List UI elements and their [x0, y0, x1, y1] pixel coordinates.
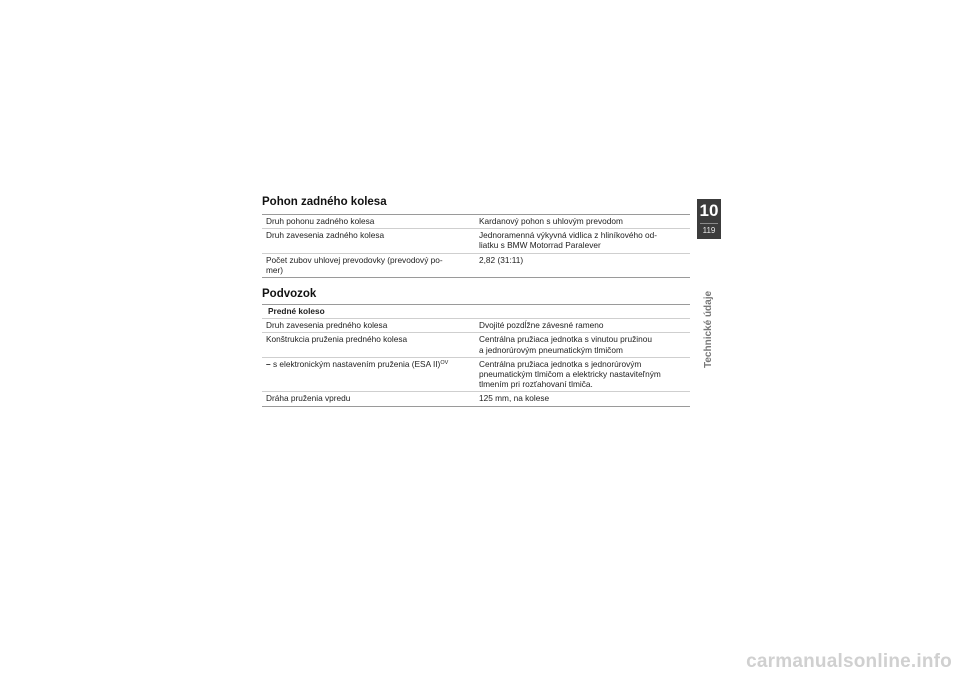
chapter-number: 10 — [699, 201, 719, 220]
spec-label-line: Počet zubov uhlovej prevodovky (prevodový po- — [266, 254, 443, 265]
spec-value — [475, 357, 690, 392]
spec-value — [475, 333, 690, 357]
spec-label — [262, 357, 475, 392]
rear-drive-heading: Pohon zadného kolesa — [262, 196, 387, 208]
spec-value: 2,82 (31:11) — [475, 253, 690, 277]
spec-value-line: tlmením pri rozťahovaní tlmiča. — [479, 379, 593, 390]
spec-value: Dvojité pozdĺžne závesné rameno — [475, 319, 690, 333]
rear-drive-table — [262, 214, 690, 278]
spec-value-line: liatku s BMW Motorrad Paralever — [479, 240, 601, 251]
chapter-side-title: Technické údaje — [703, 290, 714, 368]
table-row — [262, 357, 690, 392]
spec-label: Dráha pruženia vpredu — [262, 392, 475, 406]
spec-value: Kardanový pohon s uhlovým prevodom — [475, 215, 690, 229]
spec-value-line: Centrálna pružiaca jednotka s jednorúrovým — [479, 358, 642, 369]
dash-marker: – — [266, 358, 271, 369]
spec-label: Druh pohonu zadného kolesa — [262, 215, 475, 229]
spec-value: 125 mm, na kolese — [475, 392, 690, 406]
chassis-table — [262, 304, 690, 407]
spec-label-line: mer) — [266, 264, 284, 275]
chapter-divider — [700, 223, 718, 224]
spec-value — [475, 229, 690, 253]
table-row — [262, 229, 690, 253]
chassis-heading: Podvozok — [262, 288, 317, 301]
spec-label — [262, 253, 475, 277]
spec-label: Druh zavesenia zadného kolesa — [262, 229, 475, 253]
option-superscript: OV — [440, 359, 449, 366]
chapter-tab — [697, 199, 721, 239]
table-row — [262, 333, 690, 357]
table-row — [262, 319, 690, 333]
table-row — [262, 392, 690, 406]
spec-value-line: Jednoramenná výkyvná vidlica z hliníkového od- — [479, 230, 658, 241]
page-number: 119 — [702, 226, 716, 235]
page-content — [262, 196, 690, 407]
spec-label: Konštrukcia pruženia predného kolesa — [262, 333, 475, 357]
watermark: carmanualsonline.info — [746, 651, 952, 672]
spec-label-text: s elektronickým nastavením pruženia (ESA II) — [272, 358, 441, 369]
front-wheel-subheading: Predné koleso — [262, 305, 690, 319]
table-row — [262, 215, 690, 229]
table-row — [262, 253, 690, 277]
spec-value-line: pneumatickým tlmičom a elektricky nastaviteľným — [479, 369, 661, 380]
spec-value-line: a jednorúrovým pneumatickým tlmičom — [479, 344, 623, 355]
spec-value-line: Centrálna pružiaca jednotka s vinutou pružinou — [479, 334, 652, 345]
table-subheading-row — [262, 305, 690, 319]
spec-label: Druh zavesenia predného kolesa — [262, 319, 475, 333]
